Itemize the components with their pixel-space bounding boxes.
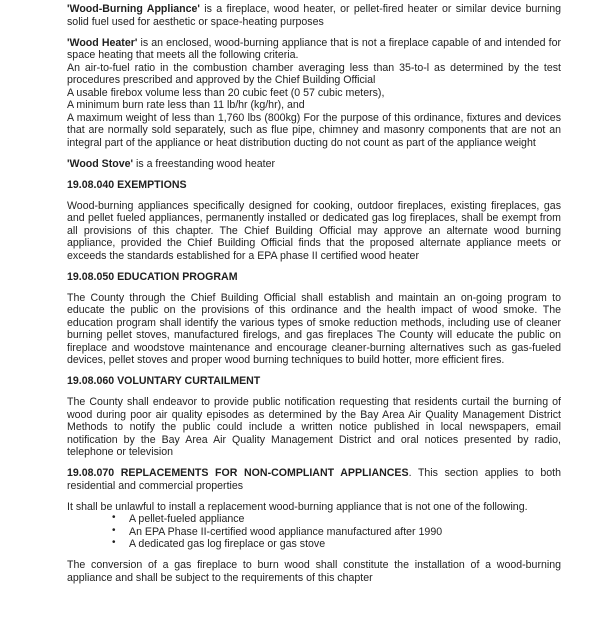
definition-wood-burning-appliance-text: is a fireplace, wood heater, or pellet-fired heater or similar device burning solid fuel used for aesthetic or space-heating purposes	[67, 3, 561, 28]
option-pellet-fueled: A pellet-fueled appliance	[129, 513, 245, 525]
criterion-firebox-volume: A usable firebox volume less than 20 cubic feet (0 57 cubic meters),	[67, 86, 385, 99]
list-item	[112, 524, 561, 539]
section-heading-education-program: 19.08.050 EDUCATION PROGRAM	[67, 270, 238, 283]
bullet-icon: •	[112, 537, 116, 548]
section-body-education-program: The County through the Chief Building Official shall establish and maintain an on-going program to educate the public on the provisions of this ordinance and the health impact of wood smoke. The education program shall identify the various types of smoke reduction methods, including use of cleaner burning pellet stoves, manufactured firelogs, and gas fireplaces The County will educate the public on fireplace and woodstove maintenance and encourage cleaner-burning alternatives such as gas-fueled devices, pellet stoves and proper wood burning techniques to build hotter, more efficient fires.	[67, 291, 561, 366]
section-replacements-lead-text: . This section applies to both residential and commercial properties	[67, 467, 562, 492]
section-heading-replacements: 19.08.070 REPLACEMENTS FOR NON-COMPLIANT APPLIANCES	[67, 467, 409, 479]
list-item	[112, 512, 561, 526]
document-content	[67, 3, 561, 584]
section-body-voluntary-curtailment: The County shall endeavor to provide public notification requesting that residents curtail the burning of wood during poor air quality episodes as determined by the Bay Area Air Quality Management District Methods to notify the public could include a written notice published in local newspapers, email notification by the Bay Area Air Quality Management District and oral notices presented by radio, telephone or television	[67, 396, 561, 458]
term-wood-heater: 'Wood Heater'	[67, 36, 138, 49]
term-wood-burning-appliance: 'Wood-Burning Appliance'	[67, 3, 200, 15]
criterion-burn-rate: A minimum burn rate less than 11 lb/hr (kg/hr), and	[67, 99, 305, 111]
replacement-options-list	[67, 513, 561, 551]
section-replacements-lead	[67, 467, 561, 492]
option-gas-log-fireplace: A dedicated gas log fireplace or gas stove	[129, 538, 326, 550]
bullet-icon: •	[112, 512, 116, 523]
section-heading-voluntary-curtailment: 19.08.060 VOLUNTARY CURTAILMENT	[67, 375, 261, 387]
replacements-closing: The conversion of a gas fireplace to burn wood shall constitute the installation of a wood-burning appliance and shall be subject to the requirements of this chapter	[67, 559, 561, 584]
definition-wood-heater-block	[67, 37, 561, 150]
list-item	[112, 537, 561, 551]
option-epa-phase-ii: An EPA Phase II-certified wood appliance manufactured after 1990	[129, 525, 443, 538]
section-body-exemptions: Wood-burning appliances specifically designed for cooking, outdoor fireplaces, existing fireplaces, gas and pellet fueled appliances, permanently installed or dedicated gas log fireplaces, shall be exempt from all provisions of this chapter. The Chief Building Official may approve an alternate wood burning appliance, provided the Chief Building Official finds that the proposed alternate appliance meets or exceeds the standards established for a EPA phase II certified wood heater	[67, 199, 561, 262]
criterion-air-to-fuel-ratio: An air-to-fuel ratio in the combustion chamber averaging less than 35-to-l as determined by the test procedures prescribed and approved by the Chief Building Official	[67, 61, 561, 86]
definition-wood-heater-text: is an enclosed, wood-burning appliance that is not a fireplace capable of and intended for space heating that meets all the following criteria.	[67, 36, 561, 61]
criterion-maximum-weight: A maximum weight of less than 1,760 lbs (800kg) For the purpose of this ordinance, fixtures and devices that are normally sold separately, such as flue pipe, chimney and masonry components that are not an integral part of the appliance or heat distribution ducting do not count as part of the appliance weight	[67, 111, 561, 149]
section-heading-exemptions: 19.08.040 EXEMPTIONS	[67, 178, 187, 191]
term-wood-stove: 'Wood Stove'	[67, 157, 134, 170]
definition-wood-stove	[67, 158, 561, 171]
replacements-intro: It shall be unlawful to install a replacement wood-burning appliance that is not one of the following.	[67, 500, 528, 513]
definition-wood-heater	[67, 37, 561, 62]
definition-wood-burning-appliance	[67, 3, 561, 28]
bullet-icon: •	[112, 524, 116, 536]
definition-wood-stove-text: is a freestanding wood heater	[133, 157, 275, 170]
